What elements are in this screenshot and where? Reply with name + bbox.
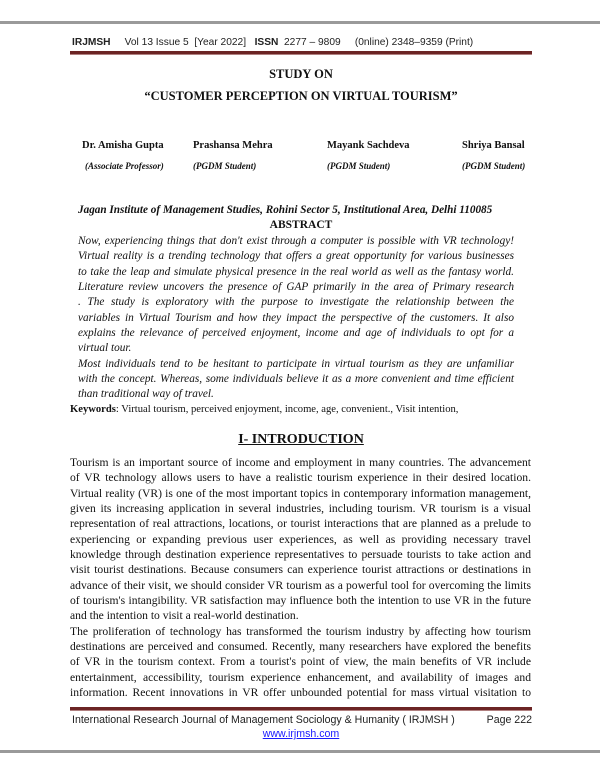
journal-website-link[interactable]: www.irjmsh.com — [262, 728, 340, 740]
text-line: to take the leap and simulate physical presence in the real world as well as the fantasy world. — [78, 265, 514, 278]
text-line: and the intention to visit a real-world destination. — [70, 609, 299, 623]
text-line: visit tourist destinations. Because consumers can experience tourist attractions or destinations in — [70, 563, 531, 577]
author-name: Dr. Amisha Gupta — [82, 140, 164, 151]
text-line: destinations are perceived and consumed. Recently, many researchers have explored the benefits — [70, 640, 531, 654]
text-line: The proliferation of technology has transformed the tourism industry by affecting how tourism — [70, 624, 531, 638]
text-line: variables in Virtual Tourism and how they impact the perspective of the customers. It also — [78, 311, 514, 324]
author-role: (PGDM Student) — [193, 161, 257, 171]
text-line: Tourism is an important source of income and employment in many countries. The advancement — [70, 456, 531, 469]
text-line: explains the relevance of perceived enjoyment, income and age of individuals to opt for a — [78, 327, 514, 340]
running-header — [72, 37, 473, 48]
text-line: of tourism's intangibility. VR satisfaction may influence both the intention to use VR in the future — [70, 594, 531, 608]
abstract-text — [78, 234, 514, 403]
text-line: entertainment, accessibility, tourism experience enhancement, and availability of images and — [70, 670, 531, 684]
introduction-text — [70, 455, 531, 701]
title-line-1: STUDY ON — [269, 67, 333, 81]
text-line: of VR technology allows users to have a realistic tourism experience in their desired location. — [70, 471, 531, 485]
text-line: virtual tour. — [78, 342, 132, 355]
text-line: given its increasing application in several industries, including tourism. VR tourism is a visual — [70, 502, 531, 516]
keywords-label: Keywords — [70, 404, 116, 415]
journal-abbrev: IRJMSH — [72, 37, 111, 48]
footer-journal: International Research Journal of Management Sociology & Humanity ( IRJMSH ) — [72, 714, 455, 726]
author-name: Shriya Bansal — [462, 140, 525, 151]
page-top-edge — [0, 21, 600, 24]
author-role: (PGDM Student) — [462, 161, 526, 171]
text-line: Virtual reality (VR) is one of the most important topics in contemporary information management, — [70, 486, 531, 500]
text-line: . The study is exploratory with the purpose to investigate the relationship between the — [78, 296, 514, 309]
author-role: (PGDM Student) — [327, 161, 391, 171]
keywords-text: : Virtual tourism, perceived enjoyment, income, age, convenient., Visit intention, — [115, 404, 459, 415]
header-rule — [70, 51, 532, 55]
author-name: Prashansa Mehra — [193, 140, 273, 151]
institution: Jagan Institute of Management Studies, Rohini Sector 5, Institutional Area, Delhi 110085 — [78, 204, 493, 216]
issn-online: 2277 – 9809 — [284, 37, 341, 48]
text-line: knowledge through destination experience representatives to persuade tourists to take action and — [70, 548, 531, 562]
text-line: representation of real attractions, locations, or tourist interactions that are planned as a prelude to — [70, 517, 531, 531]
title-line-2: “CUSTOMER PERCEPTION ON VIRTUAL TOURISM” — [144, 89, 458, 103]
keywords — [70, 404, 458, 415]
abstract-heading: ABSTRACT — [269, 219, 333, 231]
author-name: Mayank Sachdeva — [327, 140, 410, 151]
page-bottom-edge — [0, 750, 600, 753]
footer — [72, 714, 532, 726]
footer-rule — [70, 707, 532, 711]
text-line: Now, experiencing things that don't exist through a computer is possible with VR technology! — [78, 235, 514, 247]
introduction-heading: I- INTRODUCTION — [238, 432, 364, 447]
author-role: (Associate Professor) — [85, 161, 164, 171]
text-line: advance of their visit, we should consider VR tourism as a powerful tool for overcoming the limits — [70, 578, 531, 592]
text-line: of VR in the tourism context. From a tourist's point of view, the main benefits of VR include — [70, 655, 531, 669]
text-line: experiencing or expanding previous user experiences, as well as providing necessary travel — [70, 532, 531, 546]
text-line: Most individuals tend to be hesitant to participate in virtual tourism as they are unfamiliar — [78, 357, 514, 370]
issn-label: ISSN — [254, 37, 279, 48]
text-line: Literature review uncovers the presence of GAP primarily in the area of Primary research — [78, 281, 514, 294]
volume-info: Vol 13 Issue 5 [Year 2022] — [124, 37, 247, 48]
issn-print: (0nline) 2348–9359 (Print) — [354, 37, 474, 48]
text-line: information. Recent innovations in VR offer unbounded potential for mass virtual visitation to — [70, 686, 531, 700]
page-number: Page 222 — [486, 714, 532, 726]
text-line: with the concept. Whereas, some individuals believe it as a more convenient and time efficient — [78, 373, 514, 386]
text-line: than traditional way of travel. — [78, 388, 214, 401]
text-line: Virtual reality is a trending technology that offers a great opportunity for various businesses — [78, 250, 514, 263]
